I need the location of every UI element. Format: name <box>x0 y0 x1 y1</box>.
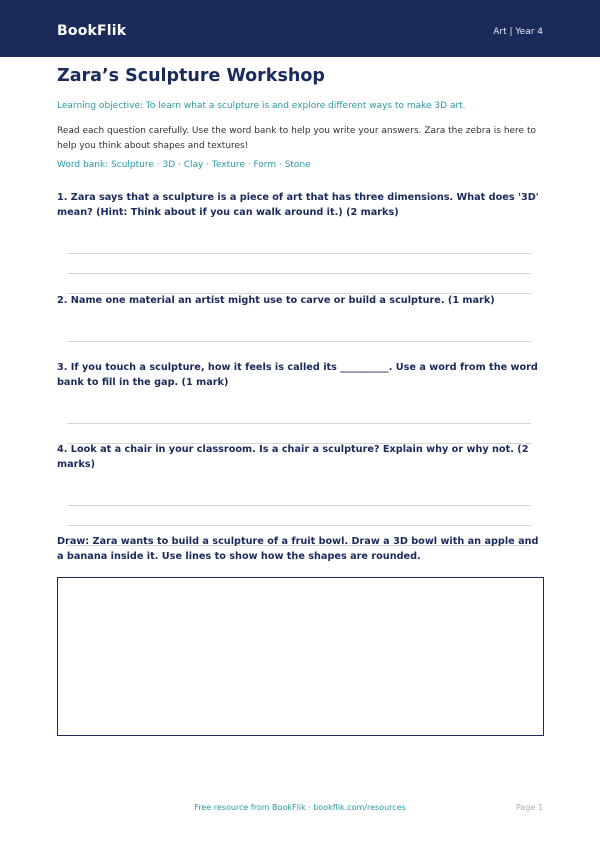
draw-task: Draw: Zara wants to build a sculpture of a fruit bowl. Draw a 3D bowl with an apple and a banana inside it. Use lines to show how the shapes are rounded. <box>57 536 539 562</box>
question-2: 2. Name one material an artist might use to carve or build a sculpture. (1 mark) <box>57 295 495 306</box>
brand-logo: BookFlik <box>57 23 127 39</box>
answer-line[interactable] <box>67 423 531 424</box>
answer-line[interactable] <box>67 253 531 254</box>
answer-line[interactable] <box>67 341 531 342</box>
answer-line[interactable] <box>67 273 531 274</box>
question-1: 1. Zara says that a sculpture is a piece of art that has three dimensions. What does '3D' mean? (Hint: Think about if you can walk around it.) (2 marks) <box>57 192 539 218</box>
word-bank: Word bank: Sculpture · 3D · Clay · Texture · Form · Stone <box>57 160 311 170</box>
page-number: Page 1 <box>516 803 543 812</box>
learning-objective: Learning objective: To learn what a sculpture is and explore different ways to make 3D art. <box>57 101 466 111</box>
question-4: 4. Look at a chair in your classroom. Is a chair a sculpture? Explain why or why not. (2 marks) <box>57 444 529 470</box>
drawing-box[interactable] <box>57 577 544 736</box>
answer-line[interactable] <box>67 525 531 526</box>
page-header <box>0 0 600 57</box>
answer-line[interactable] <box>67 505 531 506</box>
page-title: Zara’s Sculpture Workshop <box>57 66 325 86</box>
question-3: 3. If you touch a sculpture, how it feels is called its __________. Use a word from the word bank to fill in the gap. (1 mark) <box>57 362 538 388</box>
instructions-text: Read each question carefully. Use the word bank to help you write your answers. Zara the zebra is here to help you think about shapes and textures! <box>57 126 536 151</box>
footer-text: Free resource from BookFlik · bookflik.com/resources <box>194 803 406 812</box>
subject-year-label: Art | Year 4 <box>493 27 543 37</box>
